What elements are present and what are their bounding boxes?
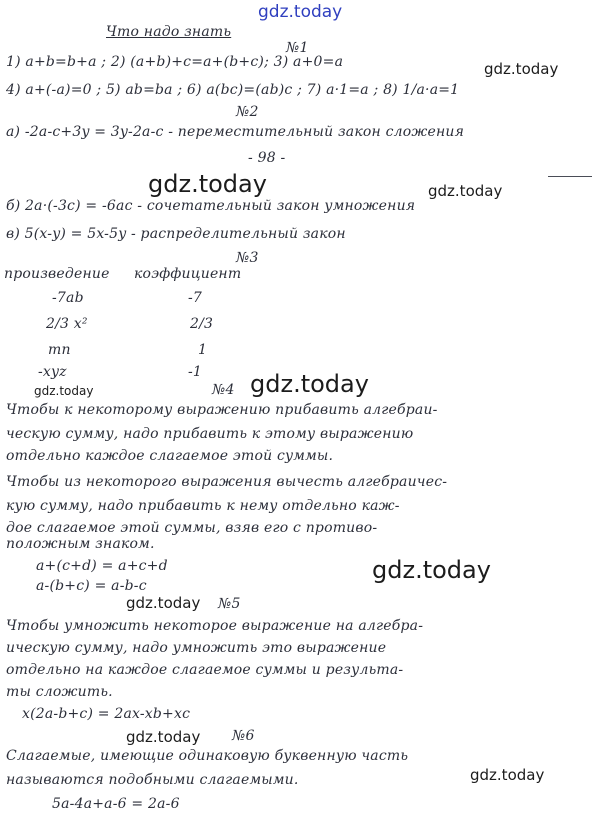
section-number: №5 [218,596,241,612]
rule-text: положным знаком. [6,536,155,552]
table-cell-product: mn [48,342,71,358]
watermark: gdz.today [484,60,559,78]
watermark: gdz.today [34,384,94,398]
watermark: gdz.today [126,594,201,612]
table-cell-coef: -1 [188,364,203,380]
rule-text: ическую сумму, надо умножить это выражение [6,640,387,656]
table-cell-coef: 1 [198,342,208,358]
rule-text: дое слагаемое этой суммы, взяв его с противо- [6,520,378,536]
rule-text: называются подобными слагаемыми. [6,772,299,788]
watermark: gdz.today [470,766,545,784]
table-cell-product: 2/3 x² [46,316,88,332]
watermark: gdz.today [428,182,503,200]
column-header-product: произведение [4,266,110,282]
rule-text: Чтобы из некоторого выражения вычесть алгебраичес- [6,474,448,490]
section-number: №3 [236,250,259,266]
page-number: - 98 - [248,150,286,166]
example-line: в) 5(x-y) = 5x-5y - распределительный закон [6,226,346,242]
rule-text: ческую сумму, надо прибавить к этому выражению [6,426,414,442]
column-header-coefficient: коэффициент [134,266,242,282]
watermark: gdz.today [126,728,201,746]
rule-text: отдельно на каждое слагаемое суммы и результа- [6,662,404,678]
table-cell-coef: 2/3 [190,316,214,332]
divider [548,176,592,177]
rule-text: Чтобы умножить некоторое выражение на алгебра- [6,618,424,634]
watermark-top: gdz.today [258,2,343,22]
property-line: 4) a+(-a)=0 ; 5) ab=ba ; 6) a(bc)=(ab)c ; 7) a·1=a ; 8) 1/a·a=1 [6,82,460,98]
rule-text: отдельно каждое слагаемое этой суммы. [6,448,334,464]
formula: 5a-4a+a-6 = 2a-6 [52,796,180,812]
rule-text: Слагаемые, имеющие одинаковую буквенную часть [6,748,409,764]
section-number: №2 [236,104,259,120]
section-number: №6 [232,728,255,744]
page-title: Что надо знать [106,24,232,40]
rule-text: кую сумму, надо прибавить к нему отдельно каж- [6,498,400,514]
watermark: gdz.today [148,170,267,198]
property-line: 1) a+b=b+a ; 2) (a+b)+c=a+(b+c); 3) a+0=a [6,54,344,70]
rule-text: ты сложить. [6,684,113,700]
formula: a+(c+d) = a+c+d [36,558,168,574]
rule-text: Чтобы к некоторому выражению прибавить алгебраи- [6,402,438,418]
example-line: а) -2a-c+3y = 3y-2a-c - переместительный закон сложения [6,124,465,140]
section-number: №4 [212,382,235,398]
example-line: б) 2a·(-3c) = -6ac - сочетательный закон умножения [6,198,416,214]
watermark: gdz.today [250,370,369,398]
table-cell-product: -xyz [38,364,67,380]
formula: x(2a-b+c) = 2ax-xb+xc [22,706,191,722]
table-cell-product: -7ab [52,290,84,306]
watermark: gdz.today [372,556,491,584]
section-number: №1 [286,40,309,56]
table-cell-coef: -7 [188,290,203,306]
formula: a-(b+c) = a-b-c [36,578,147,594]
